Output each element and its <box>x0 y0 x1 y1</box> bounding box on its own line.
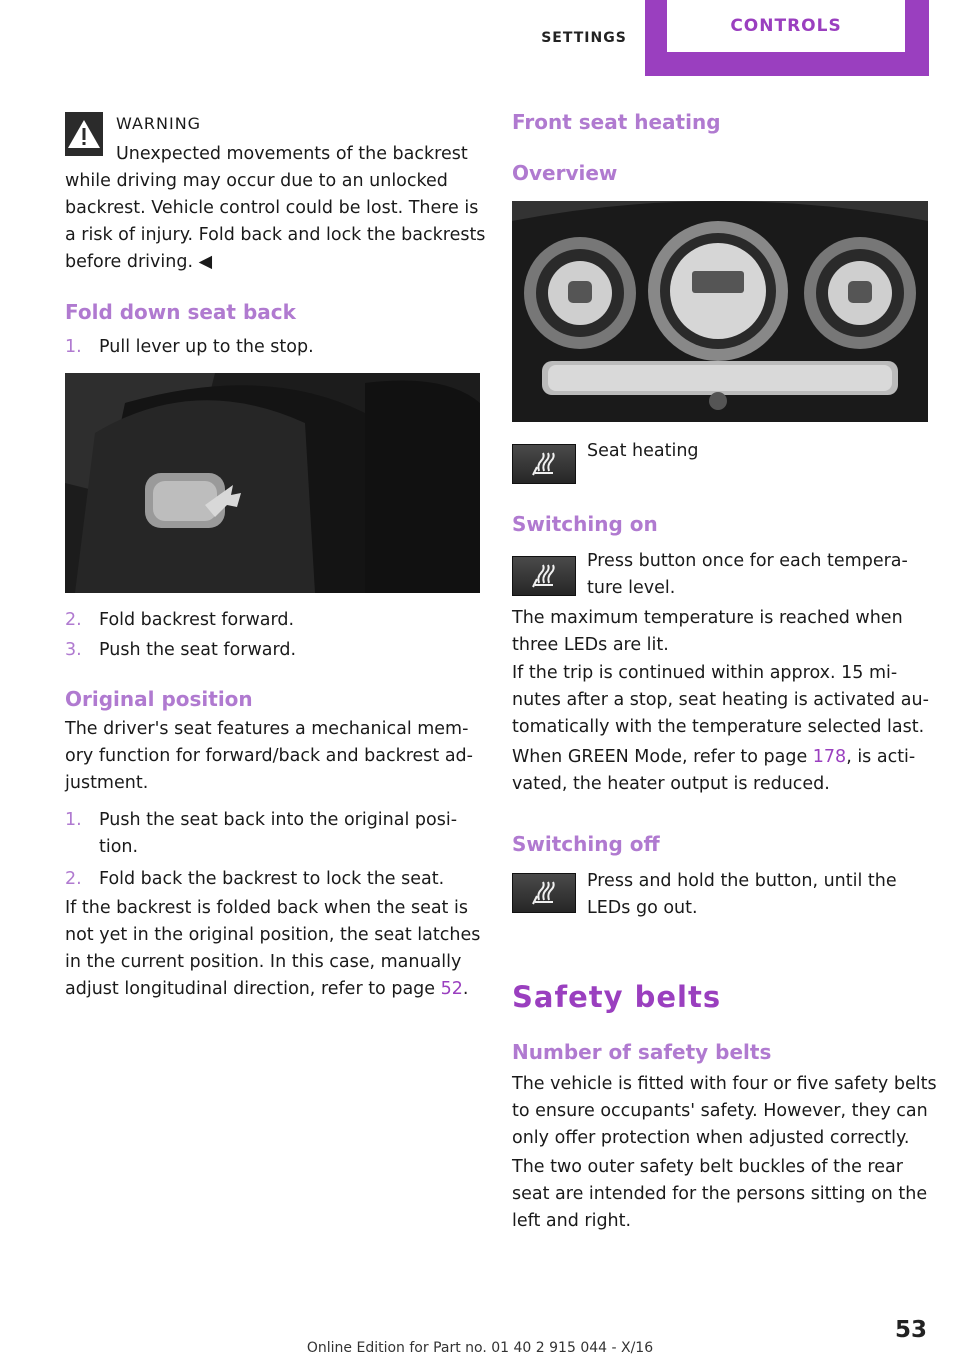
tab-controls[interactable] <box>645 0 929 76</box>
body-text-line: Press button once for each tempera‐ <box>587 551 908 571</box>
body-text-fragment: adjust longitudinal direction, refer to page <box>65 979 441 999</box>
body-text-line: The vehicle is fitted with four or five safety belts <box>512 1074 937 1094</box>
body-text-line: to ensure occupants' safety. However, they can <box>512 1101 928 1121</box>
page-number: 53 <box>894 1317 927 1343</box>
body-text-line: LEDs go out. <box>587 898 698 918</box>
body-text-line: Press and hold the button, until the <box>587 871 897 891</box>
climate-control-photo <box>512 201 928 422</box>
seat-heating-button-icon <box>512 556 576 596</box>
warning-text-line: backrest. Vehicle control could be lost. There is <box>65 198 479 218</box>
step-number: 3. <box>65 640 82 660</box>
step-number: 2. <box>65 610 82 630</box>
body-text-line <box>65 976 468 1003</box>
body-text-fragment: When GREEN Mode, refer to page <box>512 747 813 767</box>
body-text-line: If the trip is continued within approx. 15 mi‐ <box>512 663 898 683</box>
heading-safety-belts: Safety belts <box>512 980 722 1014</box>
page-ref-link-52[interactable]: 52 <box>440 979 463 999</box>
heading-front-seat-heating: Front seat heating <box>512 110 721 134</box>
page-ref-link-178[interactable]: 178 <box>812 747 847 767</box>
tab-settings[interactable]: SETTINGS <box>541 30 627 46</box>
step-text: Pull lever up to the stop. <box>99 337 314 357</box>
warning-text-line: a risk of injury. Fold back and lock the backrests <box>65 225 486 245</box>
body-text-line: tomatically with the temperature selected last. <box>512 717 925 737</box>
heading-overview: Overview <box>512 161 618 185</box>
body-text-line: ture level. <box>587 578 676 598</box>
body-text-line: justment. <box>65 773 149 793</box>
step-text: Push the seat back into the original posi‐ <box>99 810 458 830</box>
step-number: 1. <box>65 337 82 357</box>
step-text: tion. <box>99 837 139 857</box>
seat-heating-button-icon <box>512 444 576 484</box>
body-text-line: The two outer safety belt buckles of the rear <box>512 1157 903 1177</box>
warning-text-line: before driving. ◀ <box>65 252 213 272</box>
body-text-line <box>512 744 915 771</box>
warning-title: WARNING <box>116 114 202 133</box>
step-number: 1. <box>65 810 82 830</box>
tab-controls-label: CONTROLS <box>667 0 905 52</box>
heading-fold-down-seat-back: Fold down seat back <box>65 300 296 324</box>
body-text-line: The maximum temperature is reached when <box>512 608 903 628</box>
step-text: Fold back the backrest to lock the seat. <box>99 869 445 889</box>
seat-heating-button-icon <box>512 873 576 913</box>
heading-number-of-safety-belts: Number of safety belts <box>512 1040 772 1064</box>
body-text-line: not yet in the original position, the seat latches <box>65 925 481 945</box>
body-text-line: in the current position. In this case, manually <box>65 952 462 972</box>
warning-text-line: Unexpected movements of the backrest <box>116 144 468 164</box>
body-text-line: ory function for forward/back and backrest ad‐ <box>65 746 473 766</box>
body-text-fragment: . <box>462 979 469 999</box>
warning-icon <box>65 112 103 156</box>
step-number: 2. <box>65 869 82 889</box>
heading-switching-on: Switching on <box>512 512 658 536</box>
step-text: Push the seat forward. <box>99 640 297 660</box>
body-text-line: nutes after a stop, seat heating is activated au‐ <box>512 690 929 710</box>
footer-edition: Online Edition for Part no. 01 40 2 915 044 - X/16 <box>306 1340 654 1356</box>
seat-lever-photo <box>65 373 480 593</box>
body-text-line: vated, the heater output is reduced. <box>512 774 830 794</box>
body-text-line: only offer protection when adjusted correctly. <box>512 1128 910 1148</box>
seat-heating-label: Seat heating <box>587 441 699 461</box>
warning-text-line: while driving may occur due to an unlocked <box>65 171 448 191</box>
body-text-line: three LEDs are lit. <box>512 635 669 655</box>
body-text-line: left and right. <box>512 1211 632 1231</box>
body-text-fragment: , is acti‐ <box>846 747 916 767</box>
step-text: Fold backrest forward. <box>99 610 295 630</box>
heading-original-position: Original position <box>65 687 253 711</box>
body-text-line: The driver's seat features a mechanical mem‐ <box>65 719 469 739</box>
body-text-line: If the backrest is folded back when the seat is <box>65 898 468 918</box>
body-text-line: seat are intended for the persons sitting on the <box>512 1184 928 1204</box>
heading-switching-off: Switching off <box>512 832 660 856</box>
